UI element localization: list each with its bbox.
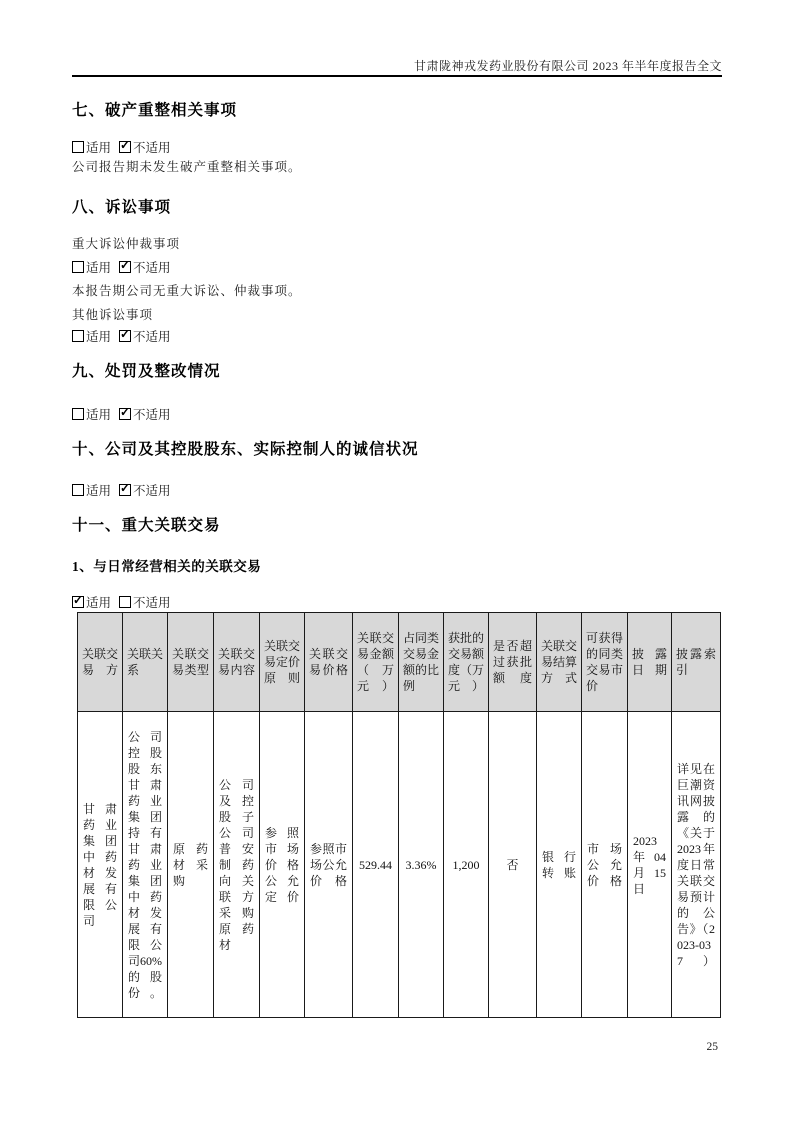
section-11-applicability (72, 593, 722, 611)
label-applicable: 适用 (86, 484, 112, 498)
th-pricing-principle: 关联交易定价原则 (260, 613, 305, 712)
cell-exceeds-approved-quota: 否 (489, 712, 537, 1018)
cell-pricing-principle: 参照市场价格公允定价 (260, 712, 305, 1018)
th-disclosure-index: 披露索引 (672, 613, 721, 712)
section-8-subheading-other-litigation: 其他诉讼事项 (72, 308, 154, 322)
label-not-applicable: 不适用 (133, 596, 171, 610)
cell-relationship: 公司控股股东甘肃药业集团持有甘肃药业集团中药材发展有限公司60%的股份。 (123, 712, 168, 1018)
th-pct-of-similar-transactions: 占同类交易金额的比例 (399, 613, 444, 712)
label-not-applicable: 不适用 (133, 408, 171, 422)
section-7-applicability (72, 138, 722, 156)
checkbox-unchecked-icon (119, 596, 131, 608)
th-transaction-price: 关联交易价格 (305, 613, 353, 712)
checkbox-unchecked-icon (72, 141, 84, 153)
section-8-subheading-major-litigation: 重大诉讼仲裁事项 (72, 237, 181, 251)
checkbox-unchecked-icon (72, 330, 84, 342)
cell-disclosure-index: 详见在巨潮资讯网披露的《关于2023年度日常关联交易预计的公告》（2023-037） (672, 712, 721, 1018)
cell-available-market-price: 市场公允价格 (582, 712, 628, 1018)
cell-transaction-amount: 529.44 (353, 712, 399, 1018)
th-transaction-content: 关联交易内容 (214, 613, 260, 712)
checkbox-checked-icon (119, 408, 131, 420)
related-transactions-table (77, 612, 721, 1018)
checkbox-checked-icon (72, 596, 84, 608)
th-disclosure-date: 披露日期 (628, 613, 672, 712)
label-not-applicable: 不适用 (133, 141, 171, 155)
th-relationship: 关联关系 (123, 613, 168, 712)
checkbox-checked-icon (119, 330, 131, 342)
checkbox-unchecked-icon (72, 484, 84, 496)
th-approved-quota: 获批的交易额度（万元） (444, 613, 489, 712)
cell-transaction-price: 参照市场公允价格 (305, 712, 353, 1018)
cell-approved-quota: 1,200 (444, 712, 489, 1018)
label-applicable: 适用 (86, 330, 112, 344)
doc-header-title: 甘肃陇神戎发药业股份有限公司 2023 年半年度报告全文 (413, 59, 722, 73)
section-7-title: 七、破产重整相关事项 (72, 102, 238, 119)
section-9-applicability (72, 405, 722, 423)
table-header-row (78, 613, 721, 712)
cell-transaction-type: 原药材采购 (168, 712, 214, 1018)
checkbox-checked-icon (119, 141, 131, 153)
header-rule (72, 75, 722, 77)
label-applicable: 适用 (86, 408, 112, 422)
th-transaction-type: 关联交易类型 (168, 613, 214, 712)
checkbox-unchecked-icon (72, 408, 84, 420)
section-10-applicability (72, 481, 722, 499)
label-not-applicable: 不适用 (133, 330, 171, 344)
section-8-title: 八、诉讼事项 (72, 199, 172, 216)
label-not-applicable: 不适用 (133, 484, 171, 498)
section-11-title: 十一、重大关联交易 (72, 517, 221, 534)
cell-transaction-content: 公司及控股子公司普安制药向关联方采购原药材 (214, 712, 260, 1018)
checkbox-unchecked-icon (72, 261, 84, 273)
page-number: 25 (706, 1041, 718, 1053)
label-not-applicable: 不适用 (133, 261, 171, 275)
th-available-market-price: 可获得的同类交易市价 (582, 613, 628, 712)
checkbox-checked-icon (119, 484, 131, 496)
table-data-row (78, 712, 721, 1018)
label-applicable: 适用 (86, 261, 112, 275)
th-settlement-method: 关联交易结算方式 (537, 613, 582, 712)
section-9-title: 九、处罚及整改情况 (72, 363, 221, 380)
checkbox-checked-icon (119, 261, 131, 273)
label-applicable: 适用 (86, 141, 112, 155)
section-8-applicability-2 (72, 327, 722, 345)
cell-related-party: 甘肃药业集团中药材发展有限公司 (78, 712, 123, 1018)
section-8-applicability-1 (72, 258, 722, 276)
cell-settlement-method: 银行转账 (537, 712, 582, 1018)
th-exceeds-approved-quota: 是否超过获批额度 (489, 613, 537, 712)
section-8-body: 本报告期公司无重大诉讼、仲裁事项。 (72, 284, 302, 298)
cell-disclosure-date: 2023年04月15日 (628, 712, 672, 1018)
section-10-title: 十、公司及其控股股东、实际控制人的诚信状况 (72, 441, 419, 458)
section-7-body: 公司报告期未发生破产重整相关事项。 (72, 160, 302, 174)
section-11-subheading-daily-related-transactions: 1、与日常经营相关的关联交易 (72, 559, 262, 574)
th-related-party: 关联交易方 (78, 613, 123, 712)
label-applicable: 适用 (86, 596, 112, 610)
cell-pct-of-similar-transactions: 3.36% (399, 712, 444, 1018)
th-transaction-amount: 关联交易金额（万元） (353, 613, 399, 712)
